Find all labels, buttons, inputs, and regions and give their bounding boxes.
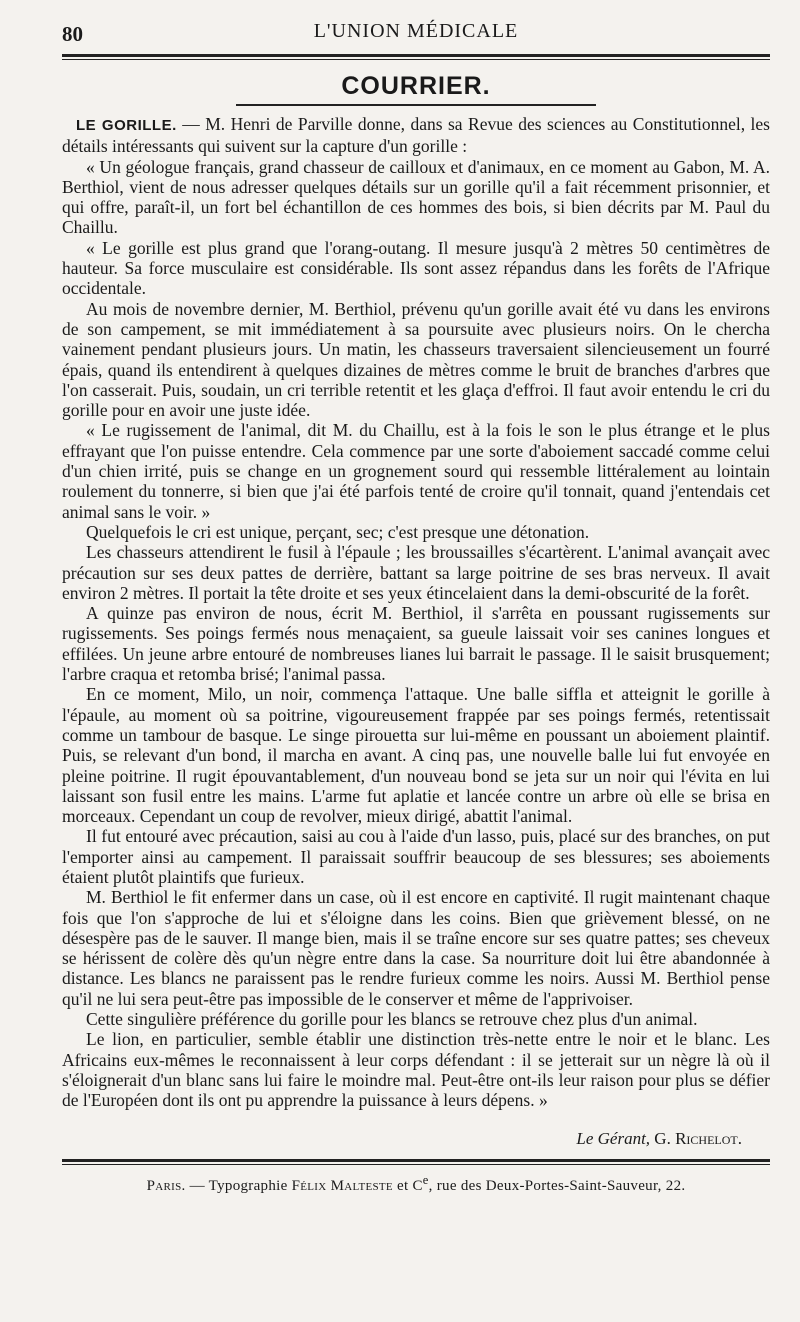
imprint-text-2: et C <box>392 1177 423 1194</box>
lead-paragraph <box>62 114 770 157</box>
header-rule-thin <box>62 59 770 60</box>
imprint-printer: Félix Malteste <box>291 1177 393 1194</box>
signature-name: G. Richelot. <box>650 1128 742 1148</box>
paragraph: Les chasseurs attendirent le fusil à l'épaule ; les broussailles s'écartèrent. L'animal avançait avec précaution sur ses deux pattes de derrière, battant sa large poitrine de ses bras nerveux. Il avait environ 2 mètres. Il portait la tête droite et ses yeux étincelaient dans la demi-obscurité de la forêt. <box>62 542 770 603</box>
paragraph: Quelquefois le cri est unique, perçant, sec; c'est presque une détonation. <box>86 521 590 542</box>
paragraph: Il fut entouré avec précaution, saisi au cou à l'aide d'un lasso, puis, placé sur des branches, on put l'emporter ainsi au campement. Il paraissait souffrir beaucoup de ses blessures; ses aboiements étaient plutôt plaintifs que furieux. <box>62 826 770 887</box>
paragraph: « Le rugissement de l'animal, dit M. du Chaillu, est à la fois le son le plus étrange et le plus effrayant que l'on puisse entendre. Cela commence par une sorte d'aboiement saccadé comme celui d'un chien irrité, puis se change en un grognement sourd qui ressemble littéralement au lointain roulement du tonnerre, si bien que j'ai été parfois tenté de croire qu'il tonnait, quand j'entendais cet animal sans le voir. » <box>62 420 770 522</box>
paragraph: Le lion, en particulier, semble établir une distinction très-nette entre le noir et le blanc. Les Africains eux-mêmes le reconnaissent à leur corps défendant : il se jetterait sur un nègre là où il s'éloignerait d'un blanc sans lui faire le moindre mal. Peut-être ont-ils leur raison pour plus se défier de l'Européen dont ils ont pu apprendre la puissance à leurs dépens. » <box>62 1029 770 1111</box>
title-rule <box>236 104 596 106</box>
paragraph: Cette singulière préférence du gorille pour les blancs se retrouve chez plus d'un animal. <box>86 1009 698 1030</box>
imprint-superscript: e <box>422 1172 429 1187</box>
paragraph: « Le gorille est plus grand que l'orang-outang. Il mesure jusqu'à 2 mètres 50 centimètres de hauteur. Sa force musculaire est considérable. Ils sont assez répandus dans les forêts de l'Afrique occidentale. <box>62 237 770 299</box>
paragraph: En ce moment, Milo, un noir, commença l'attaque. Une balle siffla et atteignit le gorille à l'épaule, au moment où sa poitrine, vigoureusement frappée par ses poings fermés, retentissait comme un tambour de basque. Le singe pirouetta sur lui-même en poussant un aboiement plaintif. Puis, se relevant d'un bond, il marcha en avant. A cinq pas, une nouvelle balle lui fut envoyée en pleine poitrine. Il rugit épouvantablement, d'un nouveau bond se jeta sur un noir qui l'évita en lui laissant son fusil entre les mains. L'arme fut aplatie et lancée contre un arbre où elle se brisa en morceaux. Cependant un coup de revolver, mieux dirigé, abattit l'animal. <box>62 684 770 827</box>
section-title: COURRIER. <box>341 72 491 100</box>
imprint-text: — Typographie <box>185 1177 292 1194</box>
footer-rule-thin <box>62 1164 770 1165</box>
article-label: LE GORILLE. <box>76 117 177 134</box>
printer-imprint <box>62 1173 770 1195</box>
newspaper-page <box>62 14 770 1195</box>
footer-rule <box>62 1159 770 1162</box>
page-number: 80 <box>62 22 83 46</box>
signature <box>62 1129 770 1149</box>
journal-title: L'UNION MÉDICALE <box>313 20 519 42</box>
imprint-address: , rue des Deux-Portes-Saint-Sauveur, 22. <box>428 1177 686 1194</box>
imprint-city: Paris. <box>146 1177 186 1194</box>
signature-label: Le Gérant, <box>576 1128 651 1148</box>
lead-text: — M. Henri de Parville donne, dans sa Revue des sciences au Constitutionnel, les détails intéressants qui suivent sur la capture d'un gorille : <box>62 114 770 157</box>
article-body <box>62 114 770 1111</box>
header-rule <box>62 54 770 57</box>
paragraph: A quinze pas environ de nous, écrit M. Berthiol, il s'arrêta en poussant rugissements sur rugissements. Ses poings fermés nous menaçaient, sa gueule laissait voir ses canines longues et effilées. Un jeune arbre entouré de nombreuses lianes lui barrait le passage. Il le saisit brusquement; l'arbre craqua et retomba brisé; l'animal passa. <box>62 603 770 685</box>
paragraph: Au mois de novembre dernier, M. Berthiol, prévenu qu'un gorille avait été vu dans les environs de son campement, se mit immédiatement à sa poursuite avec plusieurs noirs. On le chercha vainement pendant plusieurs jours. Un matin, les chasseurs traversaient silencieusement un fourré épais, quand ils entendirent à quelques dizaines de mètres comme le bruit de branches d'arbres que l'on casserait. Puis, soudain, un cri terrible retentit et les glaça d'effroi. Il faut avoir entendu le cri du gorille pour en avoir une juste idée. <box>62 298 770 421</box>
paragraph: M. Berthiol le fit enfermer dans un case, où il est encore en captivité. Il rugit maintenant chaque fois que l'on s'approche de lui et s'éloigne dans les coins. Bien que grièvement blessé, on ne désespère pas de le sauver. Il mange bien, mais il se traîne encore sur ses quatre pattes; ses cheveux se hérissent de colère dès qu'un nègre entre dans la case. Sa nourriture doit lui être abandonnée à distance. Les blancs ne paraissent pas le rendre furieux comme les noirs. Aussi M. Berthiol pense qu'il ne lui sera peut-être pas impossible de le conserver et même de l'apprivoiser. <box>62 887 770 1009</box>
page-header <box>62 14 770 46</box>
paragraph: « Un géologue français, grand chasseur de cailloux et d'animaux, en ce moment au Gabon, M. A. Berthiol, vient de nous adresser quelques détails sur un gorille qu'il a fait récemment prisonnier, et qui offre, paraît-il, un fort bel échantillon de ces hommes des bois, si bien décrits par M. Paul du Chaillu. <box>62 156 770 238</box>
